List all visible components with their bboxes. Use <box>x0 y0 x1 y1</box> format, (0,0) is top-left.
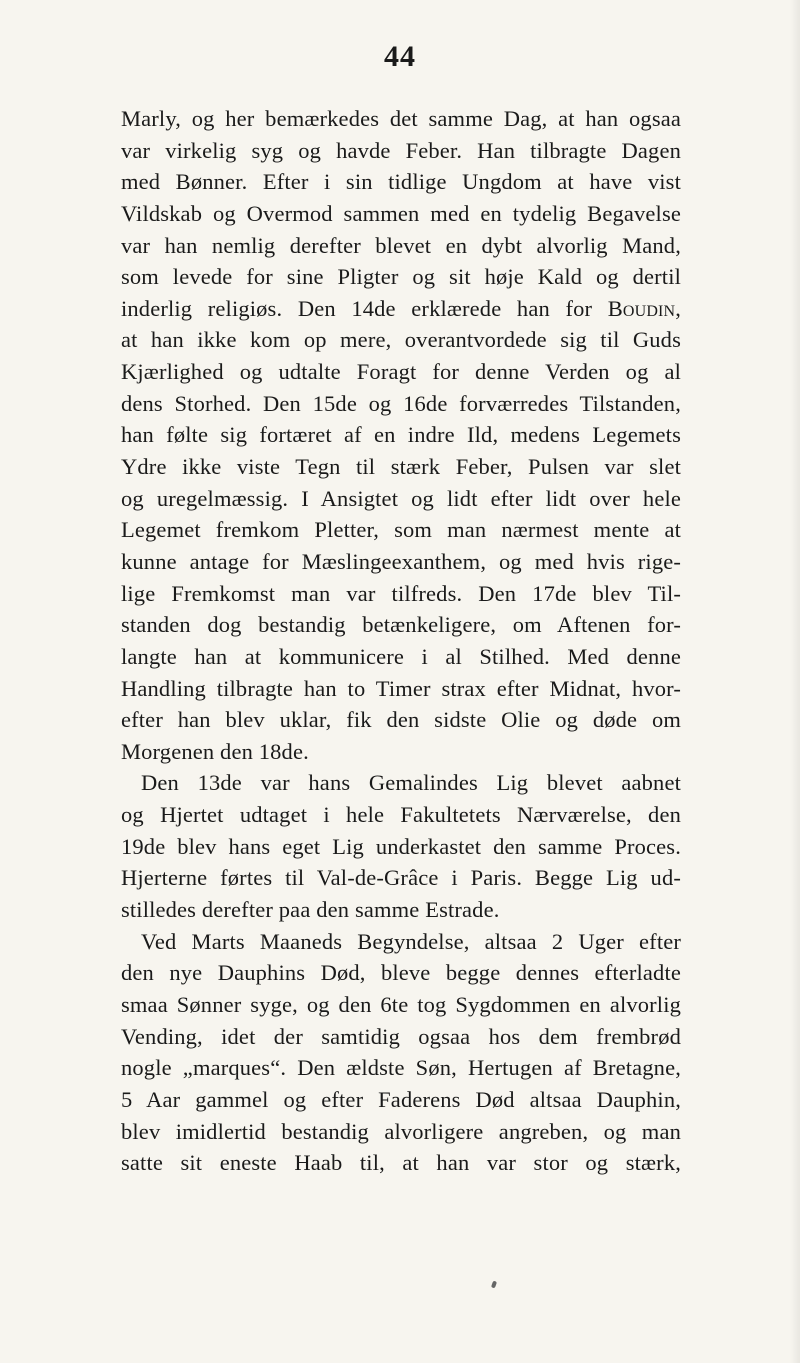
body-text <box>121 103 681 1179</box>
text-line: lige Fremkomst man var tilfreds. Den 17de blev Til- <box>121 580 681 606</box>
text-line: Morgenen den 18de. <box>121 738 309 764</box>
text-line: Hjerterne førtes til Val-de-Grâce i Paris. Begge Lig ud- <box>121 865 681 891</box>
text-line: langte han at kommunicere i al Stilhed. Med denne <box>121 643 681 669</box>
text-line: som levede for sine Pligter og sit høje Kald og dertil <box>121 264 681 290</box>
text-line: Ydre ikke viste Tegn til stærk Feber, Pulsen var slet <box>121 454 681 480</box>
text-line: satte sit eneste Haab til, at han var stor og stærk, <box>121 1150 681 1176</box>
text-line: 19de blev hans eget Lig underkastet den samme Proces. <box>121 833 681 859</box>
text-line: den nye Dauphins Død, bleve begge dennes efterladte <box>121 960 681 986</box>
text-line: og Hjertet udtaget i hele Fakultetets Nærværelse, den <box>121 802 681 828</box>
text-line: Marly, og her bemærkedes det samme Dag, at han ogsaa <box>121 106 681 131</box>
text-line: inderlig religiøs. Den 14de erklærede han for Boudin, <box>121 295 681 321</box>
text-line: smaa Sønner syge, og den 6te tog Sygdommen en alvorlig <box>121 991 681 1017</box>
text-line: Vildskab og Overmod sammen med en tydelig Begavelse <box>121 200 681 226</box>
text-line: nogle „marques“. Den ældste Søn, Hertugen af Bretagne, <box>121 1055 681 1081</box>
text-line: med Bønner. Efter i sin tidlige Ungdom at have vist <box>121 169 681 195</box>
text-line: Vending, idet der samtidig ogsaa hos dem frembrød <box>121 1023 681 1049</box>
text-line: kunne antage for Mæslingeexanthem, og med hvis rige- <box>121 548 681 574</box>
text-line: at han ikke kom op mere, overantvordede sig til Guds <box>121 327 681 353</box>
text-line: var virkelig syg og havde Feber. Han tilbragte Dagen <box>121 137 681 163</box>
text-line: Handling tilbragte han to Timer strax efter Midnat, hvor- <box>121 675 681 701</box>
text-line: stilledes derefter paa den samme Estrade. <box>121 897 500 923</box>
text-line: standen dog bestandig betænkeligere, om Aftenen for- <box>121 612 681 638</box>
text-line: Legemet fremkom Pletter, som man nærmest mente at <box>121 517 681 543</box>
text-line: 5 Aar gammel og efter Faderens Død altsaa Dauphin, <box>121 1086 681 1112</box>
text-line: var han nemlig derefter blevet en dybt alvorlig Mand, <box>121 232 681 258</box>
ink-speck <box>491 1281 497 1289</box>
text-line: efter han blev uklar, fik den sidste Olie og døde om <box>121 707 681 733</box>
page-edge-shadow <box>790 0 800 1363</box>
page-number: 44 <box>384 40 416 73</box>
text-line: dens Storhed. Den 15de og 16de forværredes Tilstanden, <box>121 390 681 416</box>
name-smallcaps: Boudin <box>607 295 676 321</box>
text-line: blev imidlertid bestandig alvorligere angreben, og man <box>121 1118 681 1144</box>
text-line: han følte sig fortæret af en indre Ild, medens Legemets <box>121 422 681 448</box>
text-line: og uregelmæssig. I Ansigtet og lidt efter lidt over hele <box>121 485 681 511</box>
text-line: Ved Marts Maaneds Begyndelse, altsaa 2 Uger efter <box>141 928 681 954</box>
text-line: Den 13de var hans Gemalindes Lig blevet aabnet <box>141 770 681 796</box>
text-line: Kjærlighed og udtalte Foragt for denne Verden og al <box>121 359 681 385</box>
